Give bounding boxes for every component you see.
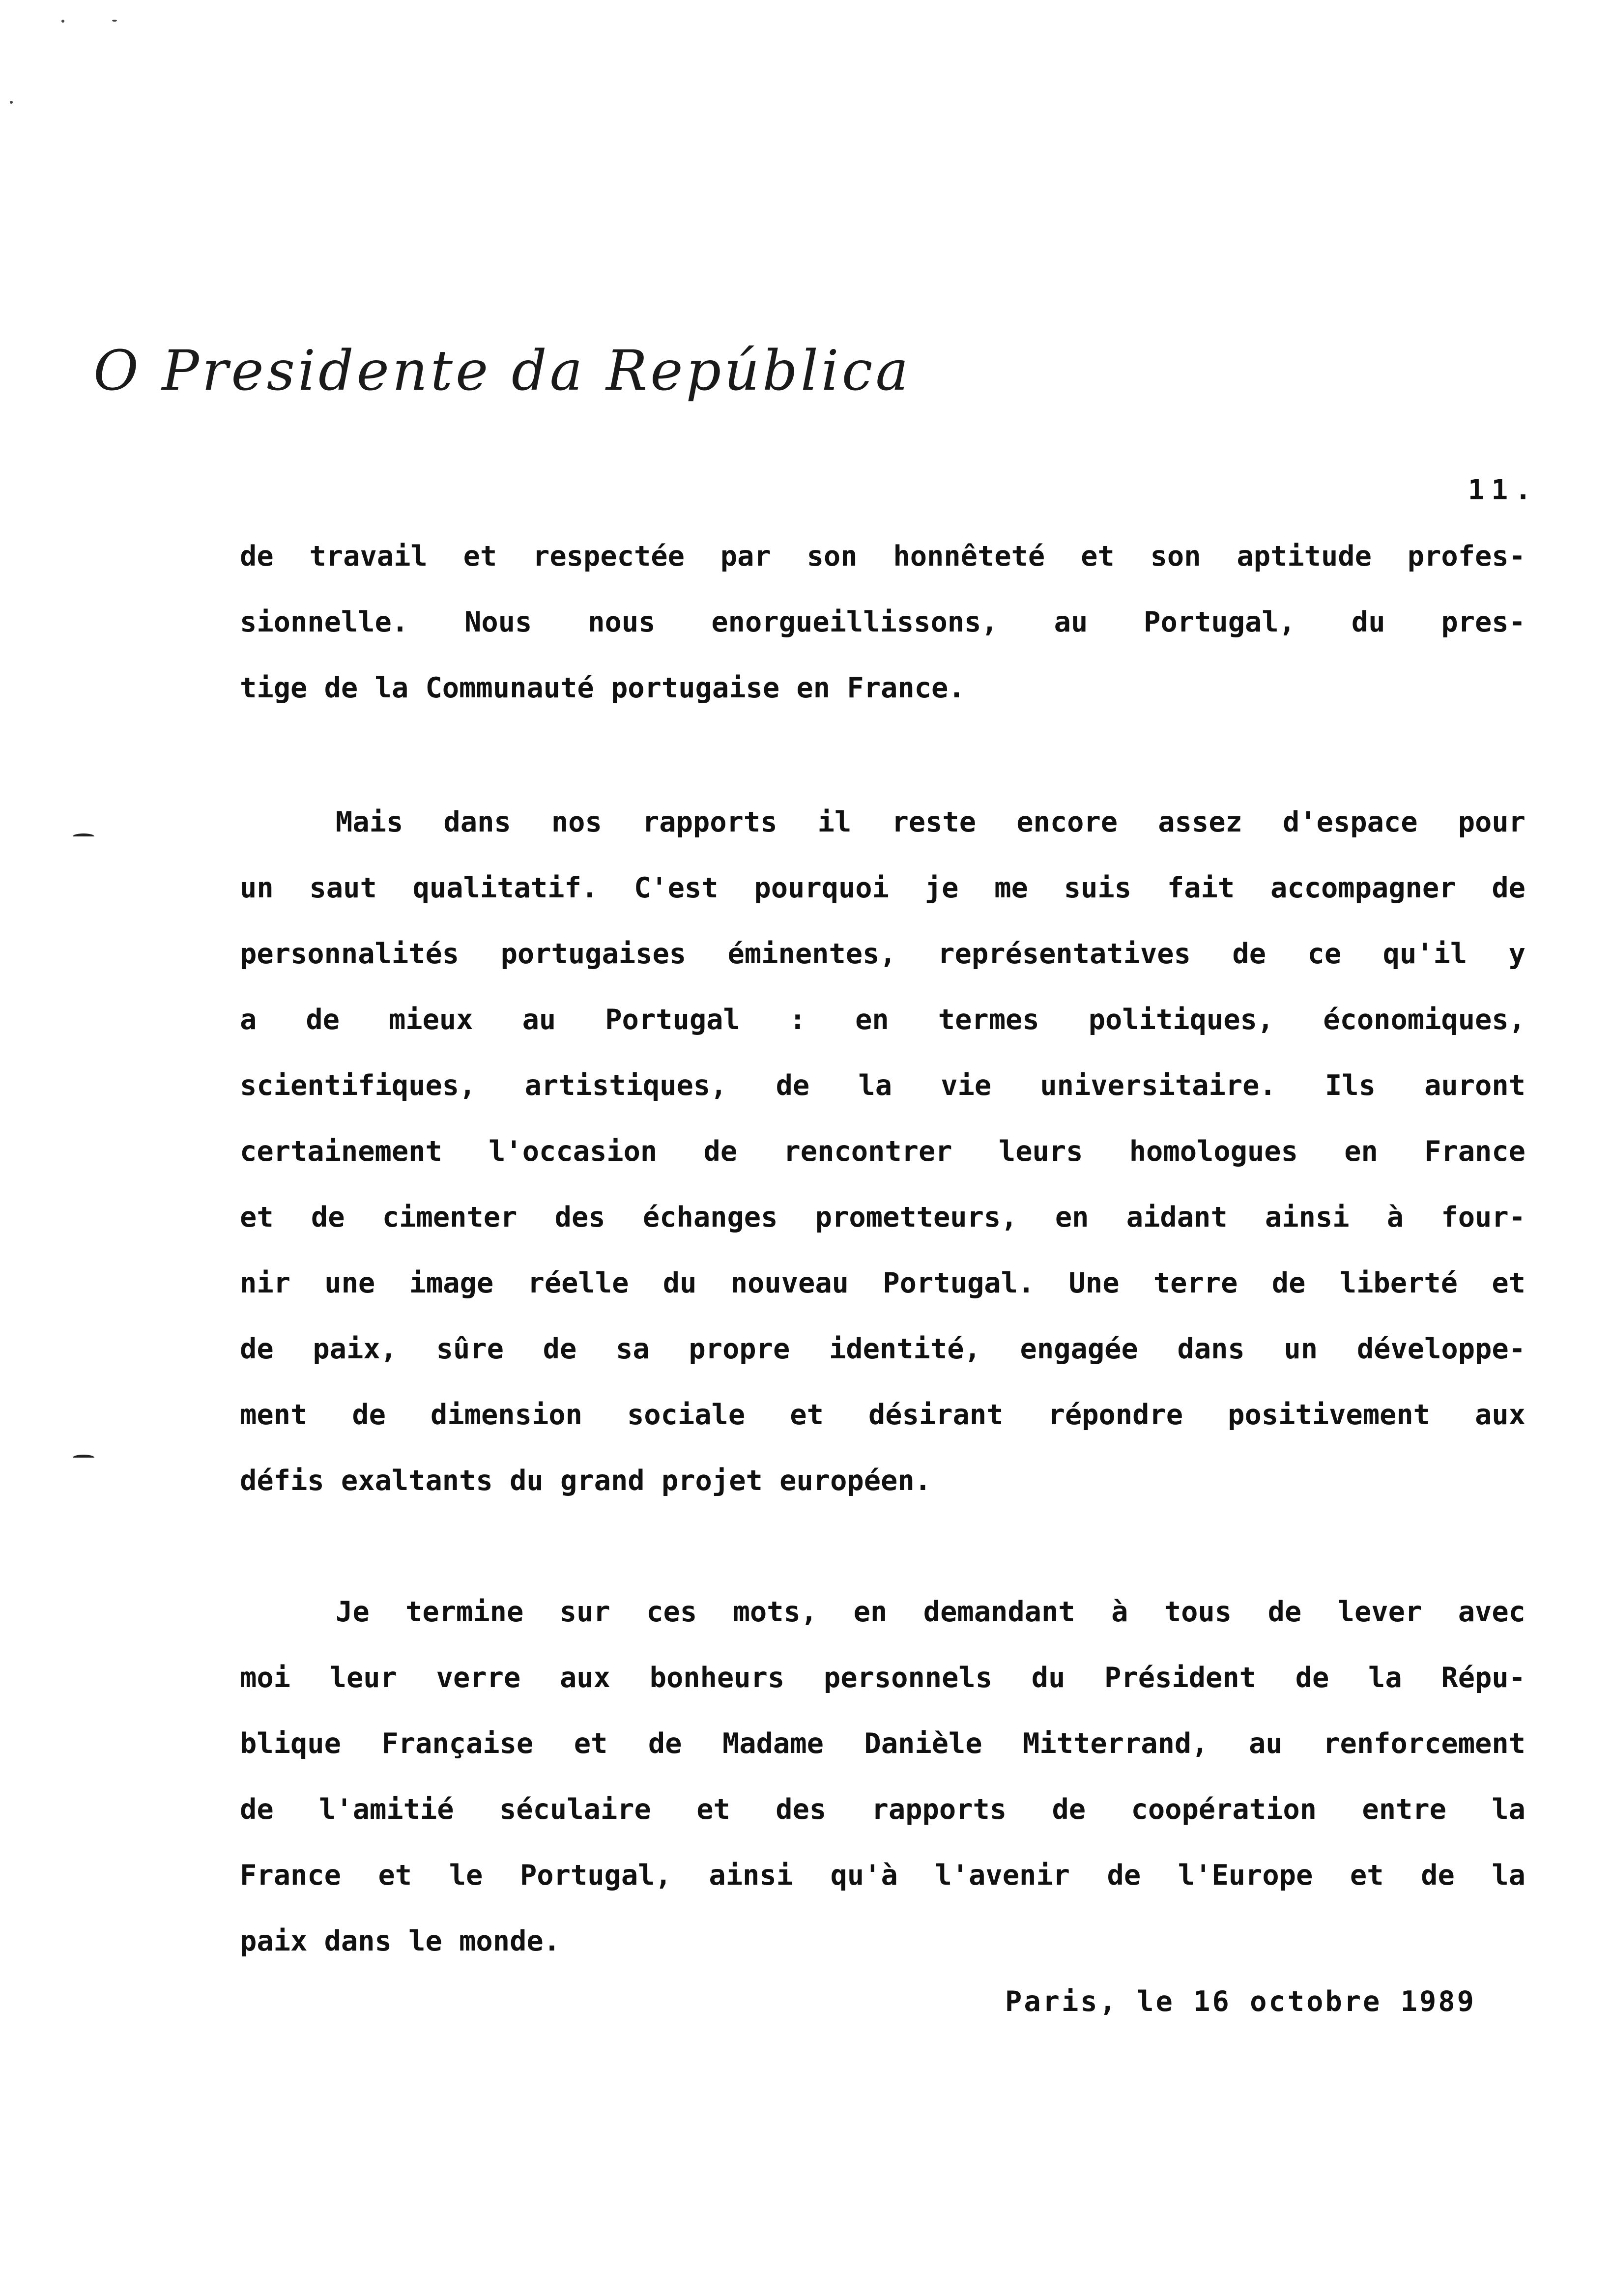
page-number: 11. (1468, 474, 1538, 506)
text-line: paix dans le monde. (240, 1925, 561, 1957)
scan-speck (61, 20, 64, 23)
text-line: nir une image réelle du nouveau Portugal. Une terre de liberté et (240, 1267, 1526, 1299)
text-line: scientifiques, artistiques, de la vie universitaire. Ils auront (240, 1069, 1526, 1102)
text-line: de paix, sûre de sa propre identité, engagée dans un développe- (240, 1333, 1526, 1365)
margin-mark (73, 1455, 94, 1461)
paragraph-3 (240, 1579, 1526, 1974)
text-line: sionnelle. Nous nous enorgueillissons, au Portugal, du pres- (240, 606, 1526, 638)
text-line: de travail et respectée par son honnêteté et son aptitude profes- (240, 540, 1526, 573)
text-line: blique Française et de Madame Danièle Mitterrand, au renforcement (240, 1727, 1526, 1760)
text-line: et de cimenter des échanges prometteurs, en aidant ainsi à four- (240, 1201, 1526, 1234)
text-line: tige de la Communauté portugaise en France. (240, 672, 965, 704)
text-line: Je termine sur ces mots, en demandant à tous de lever avec (336, 1596, 1526, 1628)
letterhead-title: O Presidente da República (93, 339, 912, 403)
text-line: personnalités portugaises éminentes, représentatives de ce qu'il y (240, 938, 1526, 970)
place-date-signoff: Paris, le 16 octobre 1989 (1005, 1985, 1476, 2018)
scan-speck (10, 101, 13, 104)
text-line: Mais dans nos rapports il reste encore assez d'espace pour (336, 806, 1526, 838)
text-line: de l'amitié séculaire et des rapports de coopération entre la (240, 1793, 1526, 1826)
text-line: ment de dimension sociale et désirant répondre positivement aux (240, 1399, 1526, 1431)
paragraph-1 (240, 523, 1526, 721)
paragraph-2 (240, 789, 1526, 1514)
text-line: défis exaltants du grand projet européen. (240, 1464, 931, 1497)
scan-speck (112, 20, 117, 22)
text-line: un saut qualitatif. C'est pourquoi je me suis fait accompagner de (240, 872, 1526, 904)
margin-mark (73, 833, 94, 839)
text-line: certainement l'occasion de rencontrer leurs homologues en France (240, 1135, 1526, 1168)
text-line: a de mieux au Portugal : en termes politiques, économiques, (240, 1004, 1526, 1036)
text-line: moi leur verre aux bonheurs personnels du Président de la Répu- (240, 1662, 1526, 1694)
text-line: France et le Portugal, ainsi qu'à l'avenir de l'Europe et de la (240, 1859, 1526, 1892)
